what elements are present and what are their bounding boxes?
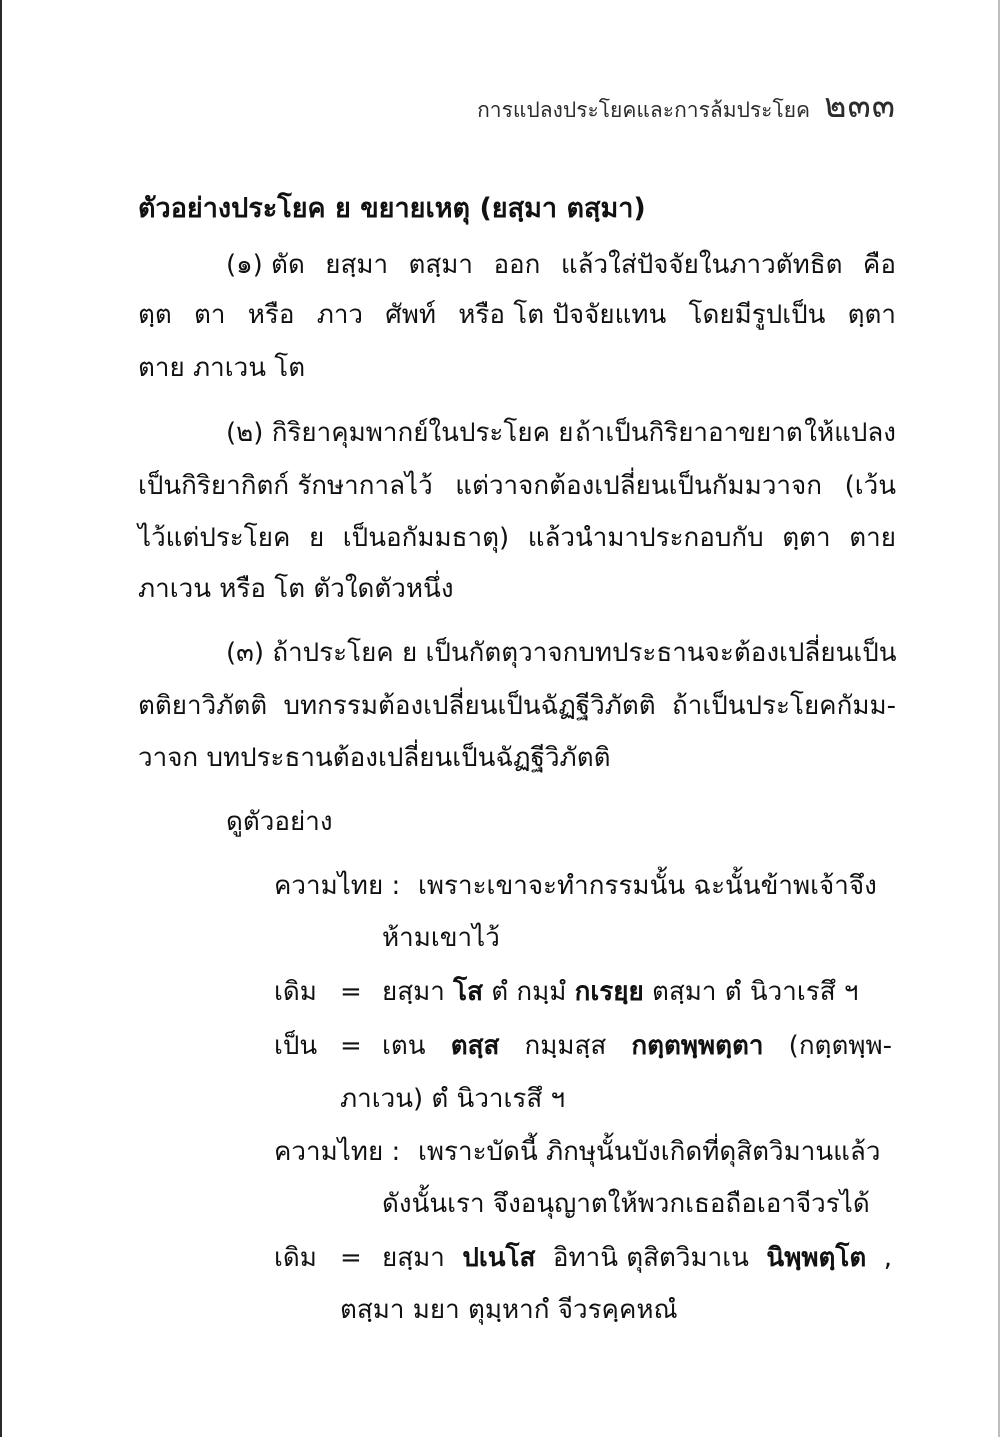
- example1-conv-label: เป็น: [274, 1031, 318, 1061]
- word: ถ้าเป็นกิริยาอาขยาต: [574, 418, 803, 448]
- word: เป็นกิริยากิตก์ รักษากาลไว้: [138, 471, 433, 501]
- para2-line2: [138, 468, 896, 504]
- word: แล้วใส่ปัจจัยในภาวตัทธิต: [560, 250, 843, 280]
- word: ยสฺมา: [325, 250, 389, 280]
- example1-thai-label: ความไทย :: [274, 871, 401, 901]
- word: ตฺตา: [847, 300, 896, 330]
- example1-thai-text: เพราะเขาจะทำกรรมนั้น ฉะนั้นข้าพเจ้าจึง: [418, 871, 877, 901]
- para1-line3: ตาย ภาเวน โต: [138, 353, 306, 383]
- example1-orig-eq: =: [340, 977, 362, 1007]
- section-heading: ตัวอย่างประโยค ย ขยายเหตุ (ยสฺมา ตสฺมา): [138, 193, 646, 224]
- word: ยสฺมา: [382, 1243, 445, 1273]
- word: บทกรรมต้องเปลี่ยนเป็นฉัฏฐีวิภัตติ: [283, 691, 656, 721]
- word-bold: โส: [453, 977, 483, 1007]
- see-example-label: ดูตัวอย่าง: [226, 807, 333, 837]
- word: ตา: [194, 300, 226, 330]
- word: แล้วนำมาประกอบกับ: [527, 523, 764, 553]
- example2-orig-line: [382, 1240, 892, 1276]
- word: ,: [883, 1243, 892, 1273]
- word: แต่วาจกต้องเปลี่ยนเป็นกัมมวาจก: [455, 471, 823, 501]
- word: เป็นอกัมมธาตุ): [342, 523, 510, 553]
- word: ออก: [493, 250, 541, 280]
- word: ตติยาวิภัตติ: [138, 691, 268, 721]
- word-bold: กเรยฺย: [574, 977, 644, 1007]
- header-title: การแปลงประโยคและการล้มประโยค: [477, 98, 811, 122]
- word: ยสฺมา: [382, 977, 445, 1007]
- word: ตํ กมฺมํ: [491, 977, 567, 1007]
- word-bold: ตสฺส: [450, 1031, 500, 1061]
- word: ตฺต: [138, 300, 172, 330]
- example1-conv-line2: ภาเวน) ตํ นิวาเรสึ ฯ: [340, 1084, 566, 1114]
- word-bold: นิพฺพตฺโต: [766, 1243, 867, 1273]
- word: (เว้น: [844, 471, 896, 501]
- example2-orig-eq: =: [340, 1243, 362, 1273]
- example2-thai-text: เพราะบัดนี้ ภิกษุนั้นบังเกิดที่ดุสิตวิมานแล้ว: [418, 1137, 881, 1167]
- word: ศัพท์: [385, 300, 437, 330]
- para3-line2: [138, 688, 896, 724]
- word: (๑) ตัด: [226, 250, 305, 280]
- word: บทประธานจะต้องเปลี่ยนเป็น: [578, 638, 897, 668]
- word: ให้แปลง: [804, 418, 896, 448]
- word-bold: กตฺตพฺพตฺตา: [631, 1031, 764, 1061]
- word: กมฺมสฺส: [524, 1031, 607, 1061]
- example2-thai-label: ความไทย :: [274, 1137, 401, 1167]
- word: ตสฺมา ตํ นิวาเรสึ ฯ: [651, 977, 859, 1007]
- word: ภาว: [316, 300, 364, 330]
- word: ตาย: [849, 523, 896, 553]
- para2-line3: [138, 520, 896, 556]
- para3-line1: [226, 635, 896, 671]
- page-edge-left: [0, 0, 2, 1437]
- word: ไว้แต่ประโยค: [138, 523, 291, 553]
- word: อิทานิ ตุสิตวิมาเน: [552, 1243, 749, 1273]
- para3-line3: วาจก บทประธานต้องเปลี่ยนเป็นฉัฏฐีวิภัตติ: [138, 743, 611, 773]
- word: ตสฺมา: [408, 250, 474, 280]
- word: (๓) ถ้าประโยค ย เป็นกัตตุวาจก: [226, 638, 579, 668]
- word: เตน: [382, 1031, 426, 1061]
- para1-line2: [138, 297, 896, 333]
- para2-line1: [226, 415, 896, 451]
- word: โดยมีรูปเป็น: [688, 300, 826, 330]
- example1-conv-eq: =: [340, 1031, 362, 1061]
- word: ถ้าเป็นประโยคกัมม-: [672, 691, 896, 721]
- word: หรือ โต ปัจจัยแทน: [458, 300, 667, 330]
- para2-line4: ภาเวน หรือ โต ตัวใดตัวหนึ่ง: [138, 574, 454, 604]
- word: หรือ: [247, 300, 295, 330]
- word: ตฺตา: [782, 523, 831, 553]
- word: (๒) กิริยาคุมพากย์ในประโยค ย: [226, 418, 574, 448]
- example2-orig-label: เดิม: [274, 1243, 317, 1273]
- example1-conv-line: [382, 1028, 892, 1064]
- example2-thai-text-cont: ดังนั้นเรา จึงอนุญาตให้พวกเธอถือเอาจีวรได้: [382, 1189, 870, 1219]
- word-bold: ปเนโส: [462, 1243, 536, 1273]
- word: คือ: [862, 250, 896, 280]
- para1-line1: [226, 247, 896, 283]
- example1-thai-text-cont: ห้ามเขาไว้: [382, 923, 500, 953]
- word: (กตฺตพฺพ-: [788, 1031, 892, 1061]
- example2-orig-line2: ตสฺมา มยา ตุมฺหากํ จีวรคฺคหณํ: [340, 1295, 678, 1325]
- page-number: ๒๓๓: [824, 86, 896, 126]
- example1-orig-label: เดิม: [274, 977, 317, 1007]
- word: ย: [308, 523, 325, 553]
- running-header: [477, 78, 896, 132]
- example1-orig-line: [382, 974, 858, 1010]
